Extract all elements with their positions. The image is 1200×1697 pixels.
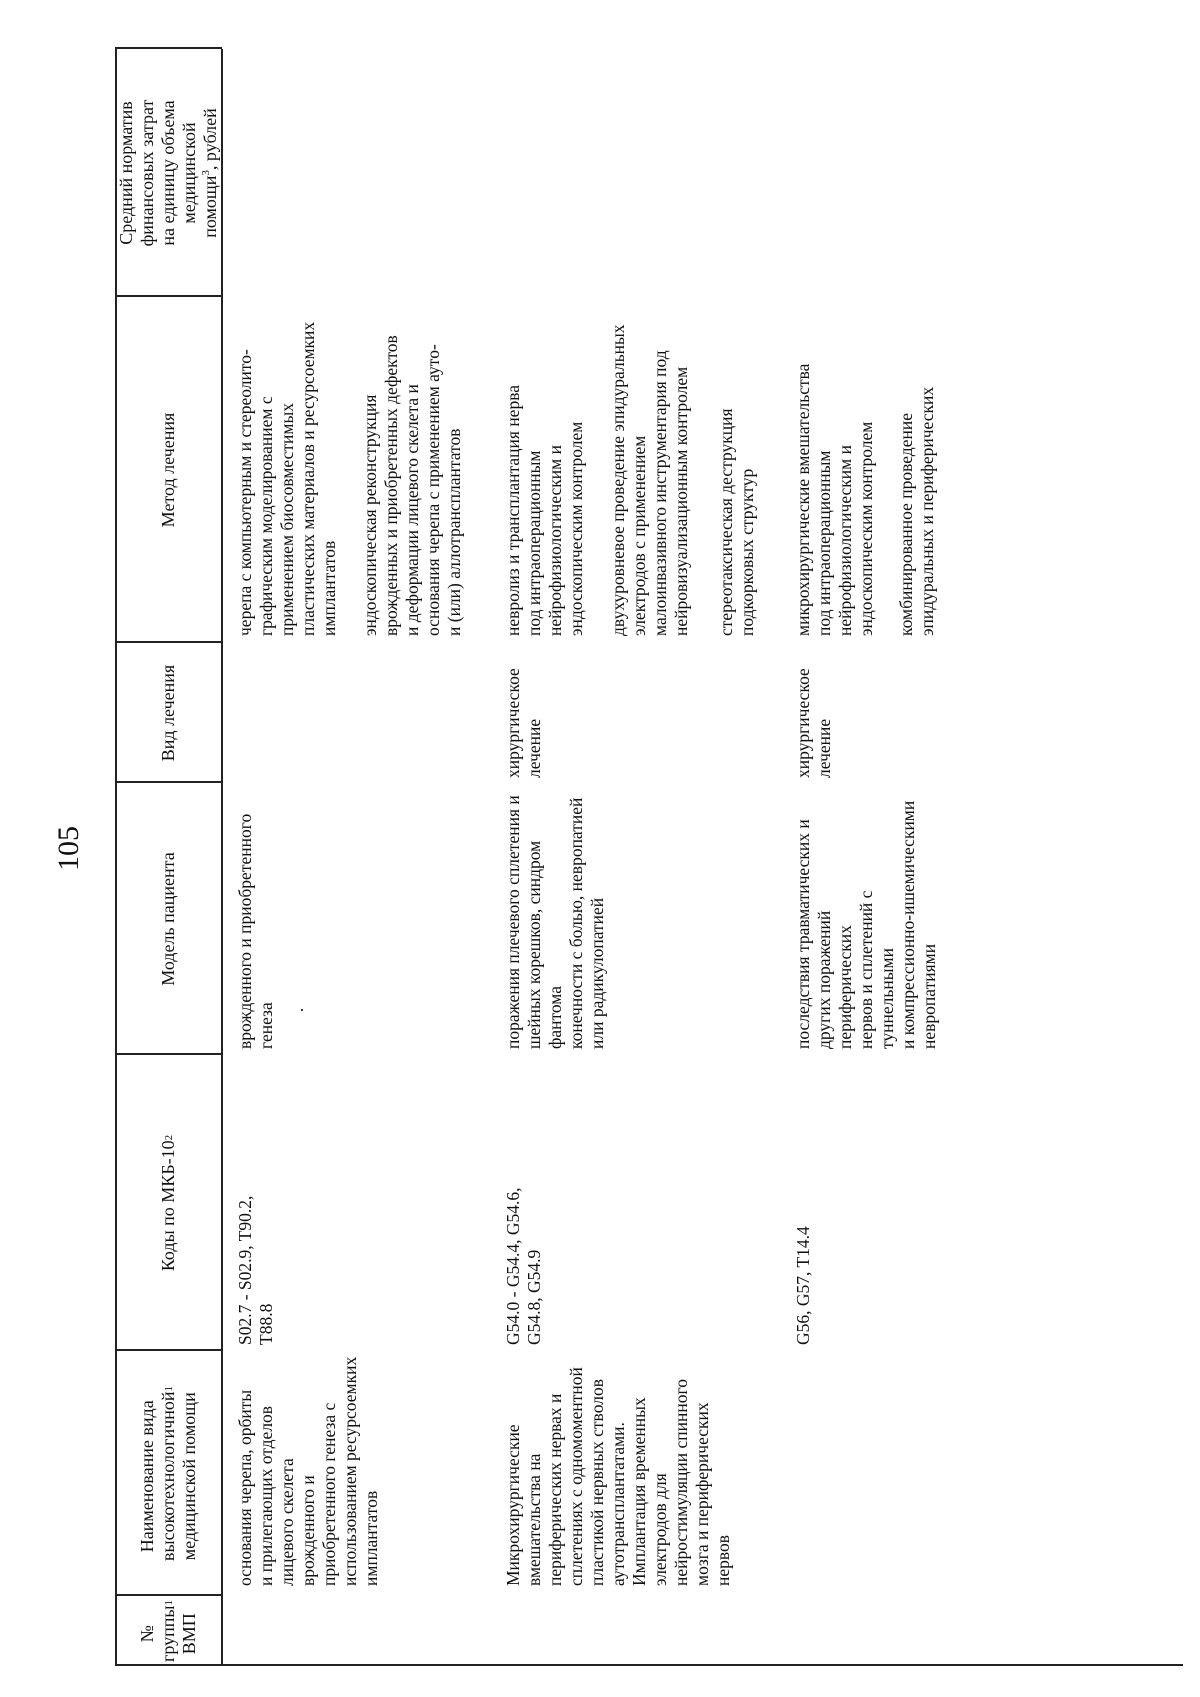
row-method: комбинированное проведение эпидуральных и периферических: [896, 386, 937, 636]
header-patient-model: Модель пациента: [158, 852, 178, 986]
page-number: 105: [52, 826, 85, 871]
row-method: микрохирургические вмешательства под интраоперационным нейрофизиологическим и эндоскопическим контролем: [793, 363, 876, 636]
row-patient-model: последствия травматических и других поражений периферических нервов и сплетений с туннельными и компрессионно-ишемическими невропатиями: [793, 800, 939, 1049]
header-vmp-name: Наименование вида высокотехнологичной медицинской помощи 1: [137, 1386, 199, 1562]
row-vmp-name: основания черепа, орбиты и прилегающих отделов лицевого скелета врожденного и приобретенного генеза с использованием ресурсоемких имплантатов: [235, 1356, 381, 1586]
row-treatment-type: хирургическое лечение: [503, 668, 544, 778]
row-treatment-type: хирургическое лечение: [793, 668, 834, 778]
header-group-no: № группы ВМП 1: [137, 1600, 199, 1663]
header-cost-norm: Средний норматив финансовых затрат на единицу объема медицинской помощи$^3$, рублей: [116, 99, 220, 247]
row-method: черепа с компьютерным и стереолито- графическим моделированием с применением биосовместимых пластических материалов и ресурсоемких имплантатов: [235, 321, 339, 636]
row-method: невролиз и трансплантация нерва под интраоперационным нейрофизиологическим и эндоскопическим контролем: [503, 385, 586, 636]
header-treatment-method: Метод лечения: [158, 412, 178, 528]
row-vmp-name: Микрохирургические вмешательства на периферических нервах и сплетениях с одномоментной пластикой нервных стволов аутотрансплантатами. Имплантация временных электродов для нейростимуляции спинного мозга и периферических нервов: [503, 1367, 733, 1586]
row-method: эндоскопическая реконструкция врожденных и приобретенных дефектов и деформации лицевого скелета и основания черепа с применением ауто- и (или) аллотрансплантатов: [360, 335, 464, 636]
row-icd-codes: G54.0 - G54.4, G54.6, G54.8, G54.9: [503, 1187, 544, 1345]
row-icd-codes: S02.7 - S02.9, T90.2, T88.8: [235, 1195, 276, 1345]
row-patient-model: врожденного и приобретенного генеза: [235, 813, 276, 1049]
row-method: двухуровневое проведение эпидуральных электродов с применением малоинвазивного инструментария под нейровизуализационным контролем: [608, 324, 691, 636]
row-icd-codes: G56, G57, T14.4: [793, 1226, 813, 1345]
row-method: стереотаксическая деструкция подкорковых структур: [716, 408, 757, 636]
header-icd-codes: Коды по МКБ-10 2: [158, 1134, 178, 1272]
row-patient-model: поражения плечевого сплетения и шейных корешков, синдром фантома конечности с болью, невропатией или радикулопатией: [503, 795, 607, 1049]
scan-dot: ·: [292, 1007, 312, 1013]
header-treatment-type: Вид лечения: [158, 664, 178, 762]
